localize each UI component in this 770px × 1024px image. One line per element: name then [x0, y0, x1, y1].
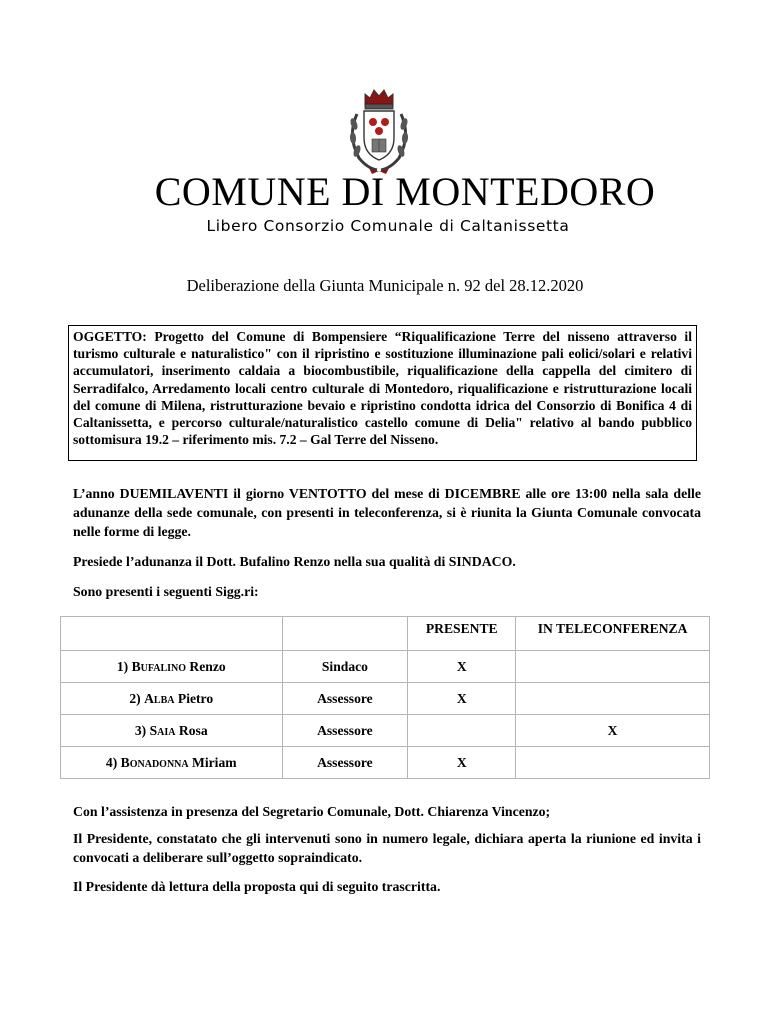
- presence-mark: X: [408, 651, 516, 683]
- teleconference-mark: X: [516, 715, 710, 747]
- member-name: 3) Saia Rosa: [61, 715, 283, 747]
- table-header-row: [61, 617, 710, 651]
- secretary-paragraph: Con l’assistenza in presenza del Segretario Comunale, Dott. Chiarenza Vincenzo;: [73, 804, 551, 819]
- member-role: Assessore: [282, 715, 408, 747]
- chair-paragraph: Presiede l’adunanza il Dott. Bufalino Renzo nella sua qualità di SINDACO.: [73, 554, 516, 569]
- table-row: [61, 683, 710, 715]
- attendance-table: [60, 616, 710, 779]
- table-header: PRESENTE: [408, 617, 516, 651]
- teleconference-mark: [516, 651, 710, 683]
- table-header: [282, 617, 408, 651]
- teleconference-mark: [516, 683, 710, 715]
- table-header: IN TELECONFERENZA: [516, 617, 710, 651]
- subject-box: OGGETTO: Progetto del Comune di Bompensiere “Riqualificazione Terre del nisseno attraverso il turismo culturale e naturalistico" con il ripristino e sostituzione illuminazione pali eolici/solari e relativi accumulatori, inserimento caldaia a biocombustibile, riqualificazione della cappella del cimitero di Serradifalco, Arredamento locali centro culturale di Montedoro, riqualificazione e ristrutturazione locali del comune di Milena, ristrutturazione bevaio e ripristino condotta idrica del Consorzio di Bonifica 4 di Caltanissetta, e percorso culturale/naturalistico castello comune di Delia" relativo al bando pubblico sottomisura 19.2 – riferimento mis. 7.2 – Gal Terre del Nisseno.: [68, 325, 697, 461]
- quorum-paragraph: Il Presidente, constatato che gli intervenuti sono in numero legale, dichiara aperta la riunione ed invita i convocati a deliberare sull’oggetto sopraindicato.: [73, 831, 701, 865]
- teleconference-mark: [516, 747, 710, 779]
- presence-mark: X: [408, 683, 516, 715]
- member-name: 1) Bufalino Renzo: [61, 651, 283, 683]
- member-name: 4) Bonadonna Miriam: [61, 747, 283, 779]
- member-role: Assessore: [282, 747, 408, 779]
- presence-mark: X: [408, 747, 516, 779]
- member-name: 2) Alba Pietro: [61, 683, 283, 715]
- member-role: Assessore: [282, 683, 408, 715]
- table-row: [61, 651, 710, 683]
- page-title: COMUNE DI MONTEDORO: [154, 169, 656, 214]
- table-row: [61, 747, 710, 779]
- date-paragraph: L’anno DUEMILAVENTI il giorno VENTOTTO del mese di DICEMBRE alle ore 13:00 nella sala delle adunanze della sede comunale, con presenti in teleconferenza, si è riunita la Giunta Comunale convocata nelle forme di legge.: [73, 486, 701, 539]
- deliberation-heading: Deliberazione della Giunta Municipale n. 92 del 28.12.2020: [186, 276, 584, 295]
- table-row: [61, 715, 710, 747]
- presence-mark: [408, 715, 516, 747]
- attendees-intro: Sono presenti i seguenti Sigg.ri:: [73, 584, 259, 599]
- table-header: [61, 617, 283, 651]
- member-role: Sindaco: [282, 651, 408, 683]
- municipal-crest-icon: [345, 84, 413, 176]
- reading-paragraph: Il Presidente dà lettura della proposta qui di seguito trascritta.: [73, 879, 441, 894]
- page-subtitle: Libero Consorzio Comunale di Caltanissetta: [206, 217, 570, 235]
